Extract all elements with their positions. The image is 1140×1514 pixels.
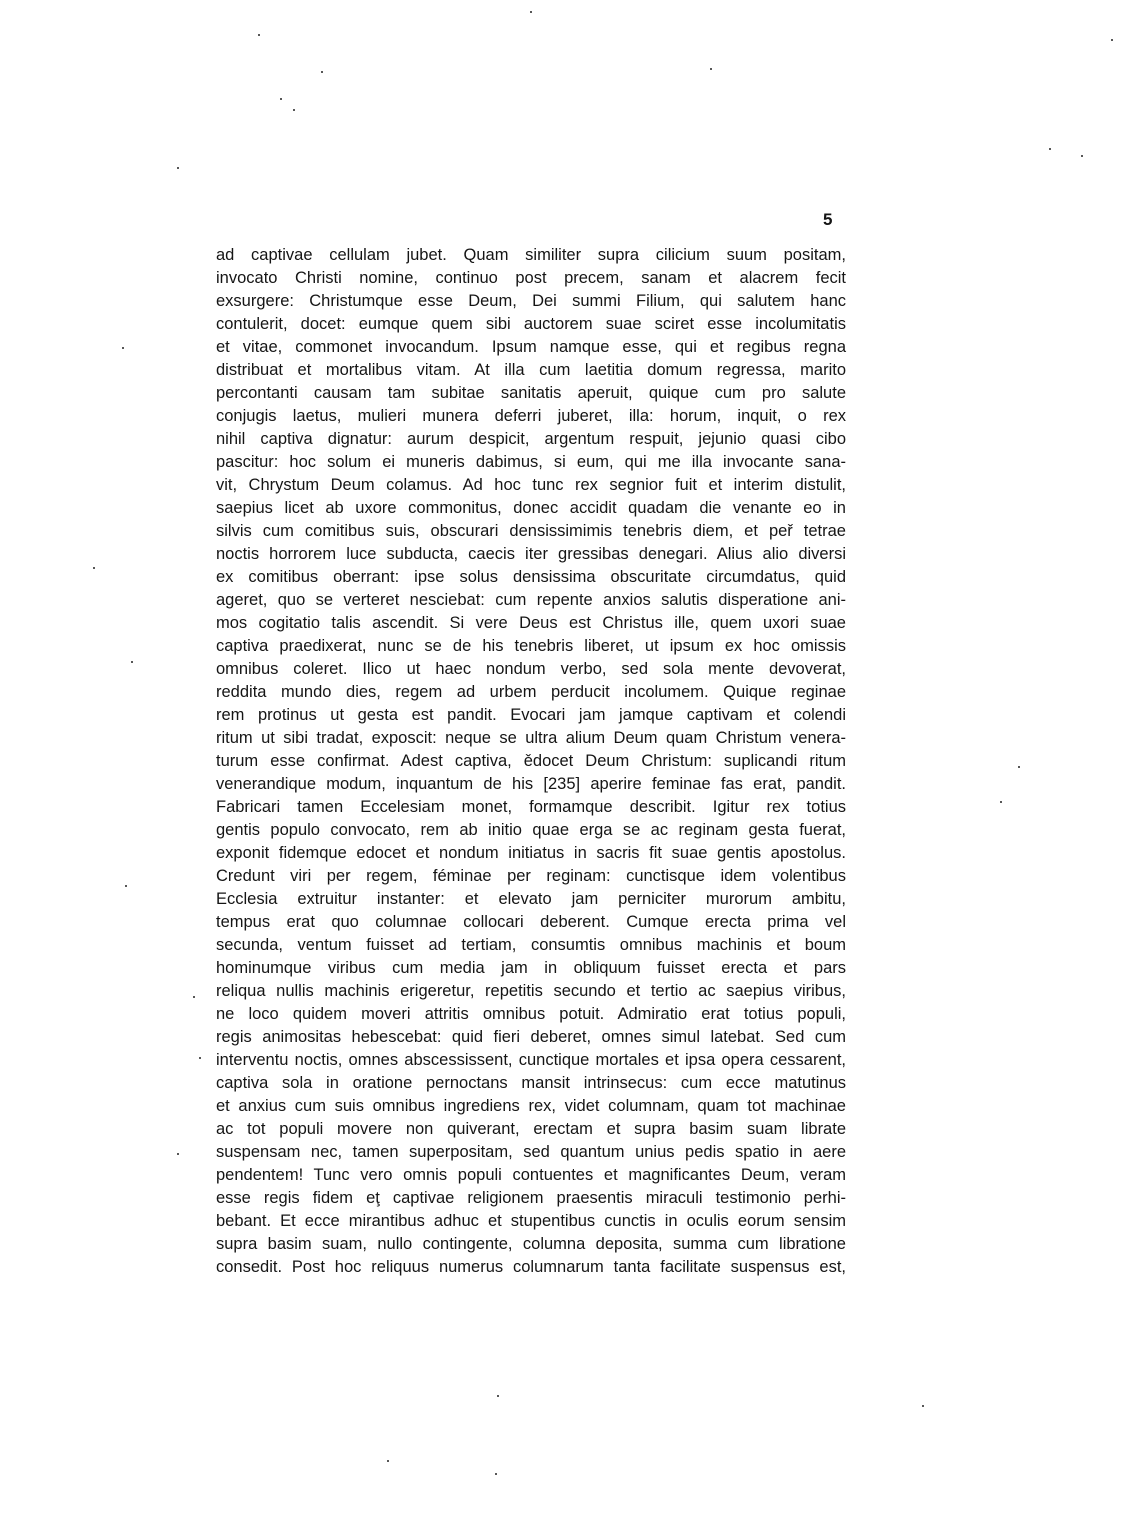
scan-speck (199, 1057, 201, 1059)
text-line: hominumque viribus cum media jam in obliquum fuisset erecta et pars (216, 959, 846, 977)
text-line: consedit. Post hoc reliquus numerus columnarum tanta facilitate suspensus est, (216, 1258, 846, 1276)
scan-speck (293, 109, 295, 111)
scan-speck (1081, 155, 1083, 157)
text-line: Ecclesia extruitur instanter: et elevato jam perniciter murorum ambitu, (216, 890, 846, 908)
scan-speck (530, 11, 532, 13)
text-line: ne loco quidem moveri attritis omnibus potuit. Admiratio erat totius populi, (216, 1005, 846, 1023)
text-line: exponit fidemque edocet et nondum initiatus in sacris fit suae gentis apostolus. (216, 844, 846, 862)
scan-speck (387, 1460, 389, 1462)
scan-speck (125, 885, 127, 887)
scan-speck (177, 167, 179, 169)
text-line: interventu noctis, omnes abscessissent, cunctique mortales et ipsa opera cessarent, (216, 1051, 846, 1069)
text-line: invocato Christi nomine, continuo post precem, sanam et alacrem fecit (216, 269, 846, 287)
text-line: nihil captiva dignatur: aurum despicit, argentum respuit, jejunio quasi cibo (216, 430, 846, 448)
scan-speck (280, 98, 282, 100)
text-line: distribuat et mortalibus vitam. At illa cum laetitia domum regressa, marito (216, 361, 846, 379)
text-line: reddita mundo dies, regem ad urbem perducit incolumem. Quique reginae (216, 683, 846, 701)
scan-speck (495, 1473, 497, 1475)
text-line: percontanti causam tam subitae sanitatis aperuit, quique cum pro salute (216, 384, 846, 402)
text-line: omnibus coleret. Ilico ut haec nondum verbo, sed sola mente devoverat, (216, 660, 846, 678)
text-line: ex comitibus oberrant: ipse solus densissima obscuritate circumdatus, quid (216, 568, 846, 586)
text-line: noctis horrorem luce subducta, caecis iter gressibas denegari. Alius alio diversi (216, 545, 846, 563)
text-line: et anxius cum suis omnibus ingrediens rex, videt columnam, quam tot machinae (216, 1097, 846, 1115)
scan-speck (1049, 148, 1051, 150)
text-line: captiva praedixerat, nunc se de his tenebris liberet, ut ipsum ex hoc omissis (216, 637, 846, 655)
text-line: gentis populo convocato, rem ab initio quae erga se ac reginam gesta fuerat, (216, 821, 846, 839)
text-line: Credunt viri per regem, féminae per reginam: cunctisque idem volentibus (216, 867, 846, 885)
scan-speck (1111, 39, 1113, 41)
text-line: conjugis laetus, mulieri munera deferri juberet, illa: horum, inquit, o rex (216, 407, 846, 425)
scan-speck (1018, 766, 1020, 768)
scan-speck (497, 1395, 499, 1397)
scan-speck (177, 1153, 179, 1155)
text-line: supra basim suam, nullo contingente, columna deposita, summa cum libratione (216, 1235, 846, 1253)
scan-speck (321, 71, 323, 73)
text-line: Fabricari tamen Eccelesiam monet, formamque describit. Igitur rex totius (216, 798, 846, 816)
scan-speck (1000, 801, 1002, 803)
scan-speck (131, 661, 133, 663)
text-line: et vitae, commonet invocandum. Ipsum namque esse, qui et regibus regna (216, 338, 846, 356)
body-text (216, 244, 846, 1279)
text-line: exsurgere: Christumque esse Deum, Dei summi Filium, qui salutem hanc (216, 292, 846, 310)
text-line: regis animositas hebescebat: quid fieri deberet, omnes simul latebat. Sed cum (216, 1028, 846, 1046)
text-line: pendentem! Tunc vero omnis populi contuentes et magnificantes Deum, veram (216, 1166, 846, 1184)
text-line: bebant. Et ecce mirantibus adhuc et stupentibus cunctis in oculis eorum sensim (216, 1212, 846, 1230)
text-line: ac tot populi movere non quiverant, erectam et supra basim suam librate (216, 1120, 846, 1138)
text-line: turum esse confirmat. Adest captiva, ědocet Deum Christum: suplicandi ritum (216, 752, 846, 770)
scan-speck (93, 567, 95, 569)
text-line: ageret, quo se verteret nesciebat: cum repente anxios salutis disperatione ani- (216, 591, 846, 609)
text-line: captiva sola in oratione pernoctans mansit intrinsecus: cum ecce matutinus (216, 1074, 846, 1092)
text-line: tempus erat quo columnae collocari deberent. Cumque erecta prima vel (216, 913, 846, 931)
scan-speck (710, 68, 712, 70)
text-line: mos cogitatio talis ascendit. Si vere Deus est Christus ille, quem uxori suae (216, 614, 846, 632)
text-line: pascitur: hoc solum ei muneris dabimus, si eum, qui me illa invocante sana- (216, 453, 846, 471)
scan-speck (122, 347, 124, 349)
text-line: vit, Chrystum Deum colamus. Ad hoc tunc rex segnior fuit et interim distulit, (216, 476, 846, 494)
text-line: rem protinus ut gesta est pandit. Evocari jam jamque captivam et colendi (216, 706, 846, 724)
page-number: 5 (823, 210, 833, 229)
text-line: saepius licet ab uxore commonitus, donec accidit quadam die venante eo in (216, 499, 846, 517)
scan-speck (193, 996, 195, 998)
text-line: secunda, ventum fuisset ad tertiam, consumtis omnibus machinis et boum (216, 936, 846, 954)
text-line: silvis cum comitibus suis, obscurari densissimimis tenebris diem, et peř tetrae (216, 522, 846, 540)
scan-speck (258, 34, 260, 36)
text-line: contulerit, docet: eumque quem sibi auctorem suae sciret esse incolumitatis (216, 315, 846, 333)
text-line: venerandique modum, inquantum de his [235] aperire feminae fas erat, pandit. (216, 775, 846, 793)
text-line: ad captivae cellulam jubet. Quam similiter supra cilicium suum positam, (216, 246, 846, 264)
text-line: reliqua nullis machinis erigeretur, repetitis secundo et tertio ac saepius viribus, (216, 982, 846, 1000)
scan-speck (922, 1405, 924, 1407)
text-line: ritum ut sibi tradat, exposcit: neque se ultra alium Deum quam Christum venera- (216, 729, 846, 747)
text-line: esse regis fidem eţ captivae religionem praesentis miraculi testimonio perhi- (216, 1189, 846, 1207)
text-line: suspensam nec, tamen superpositam, sed quantum unius pedis spatio in aere (216, 1143, 846, 1161)
